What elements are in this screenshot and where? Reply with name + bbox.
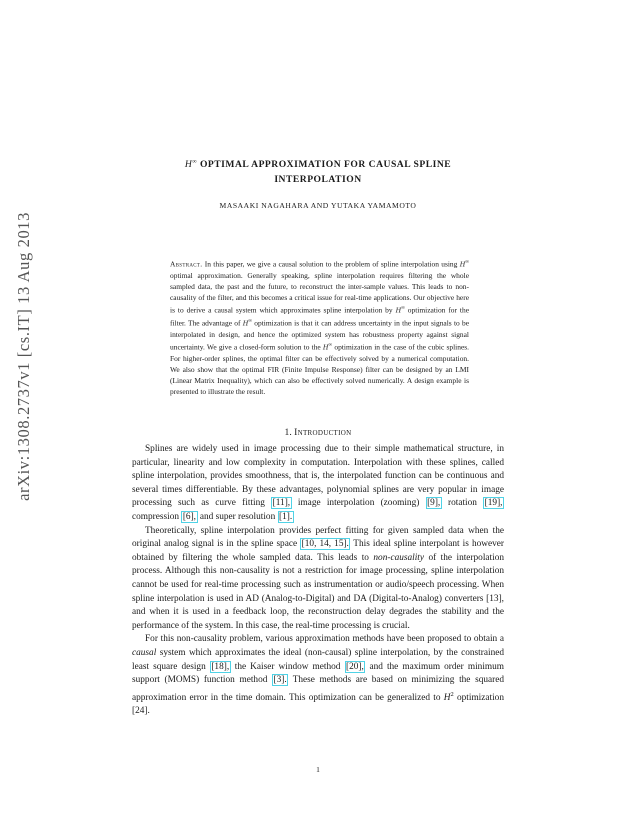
title-line-2: INTERPOLATION	[274, 174, 362, 186]
citation-link[interactable]: [18],	[211, 661, 230, 672]
author-list: MASAAKI NAGAHARA AND YUTAKA YAMAMOTO	[219, 201, 417, 210]
paragraph-3: For this non-causality problem, various approximation methods have been proposed to obtain a causal system which approximates the ideal (non-causal) spline interpolation, by the constrained least square design [18], the Kaiser window method [20], and the maximum order minimum support (MOMS) function method [3]. These methods are based on minimizing the squared approximation error in the time domain. This optimization can be generalized to $H^2$ optimization [24].	[132, 634, 505, 717]
page-number: 1	[316, 765, 320, 774]
citation-link[interactable]: [11],	[272, 498, 291, 509]
section-heading-introduction: 1. Introduction	[284, 427, 352, 438]
citation-link[interactable]: [3].	[273, 675, 287, 686]
paper-title	[132, 155, 504, 187]
paragraph-1: Splines are widely used in image processing due to their simple mathematical structure, in particular, linearity and low complexity in computation. Interpolation with these splines, called spline interpolation, provides smoothness, that is, the interpolated function can be continuous and several times differentiable. By these advantages, polynomial splines are very popular in image processing such as curve fitting [11], image interpolation (zooming) [9], rotation [19], compression [6], and super resolution [1].	[132, 444, 504, 522]
introduction-body	[132, 443, 504, 719]
paragraph-2: Theoretically, spline interpolation provides perfect fitting for given sampled data when the original analog signal is in the spline space [10, 14, 15]. This ideal spline interpolant is however obtained by filtering the whole sampled data. This leads to non-causality of the interpolation process. Although this non-causality is not a restriction for image processing, spline interpolation cannot be used for real-time processing such as instrumentation or audio/speech processing. When spline interpolation is used in AD (Analog-to-Digital) and DA (Digital-to-Analog) converters [13], and when it is used in a feedback loop, the reconstruction delay degrades the stability and the performance of the system. In this case, the real-time processing is crucial.	[132, 525, 504, 631]
title-line-1: H∞ OPTIMAL APPROXIMATION FOR CAUSAL SPLINE	[184, 159, 452, 171]
citation-link[interactable]: [19],	[484, 498, 503, 509]
arxiv-identifier-stamp: arXiv:1308.2737v1 [cs.IT] 13 Aug 2013	[14, 212, 33, 501]
citation-link[interactable]: [10, 14, 15].	[301, 539, 349, 550]
citation-link[interactable]: [20],	[346, 661, 364, 672]
citation-link[interactable]: [6],	[182, 511, 196, 522]
citation-link[interactable]: [1].	[279, 511, 293, 522]
citation-link[interactable]: [9],	[427, 498, 441, 509]
abstract-label: Abstract.	[170, 259, 203, 269]
abstract: Abstract. In this paper, we give a causal solution to the problem of spline interpolation using H∞ optimal approximation. Generally speaking, spline interpolation requires filtering the whole sampled data, the past and the future, to reconstruct the inter-sample values. This leads to non-causality of the filter, and this becomes a critical issue for real-time applications. Our objective here is to derive a causal system which approximates spline interpolation by H∞ optimization for the filter. The advantage of H∞ optimization is that it can address uncertainty in the input signals to be interpolated in design, and hence the optimized system has robustness property against signal uncertainty. We give a closed-form solution to the H∞ optimization in the case of the cubic splines. For higher-order splines, the optimal filter can be effectively solved by a numerical computation. We also show that the optimal FIR (Finite Impulse Response) filter can be designed by an LMI (Linear Matrix Inequality), which can also be effectively solved numerically. A design example is presented to illustrate the result.	[170, 259, 470, 397]
